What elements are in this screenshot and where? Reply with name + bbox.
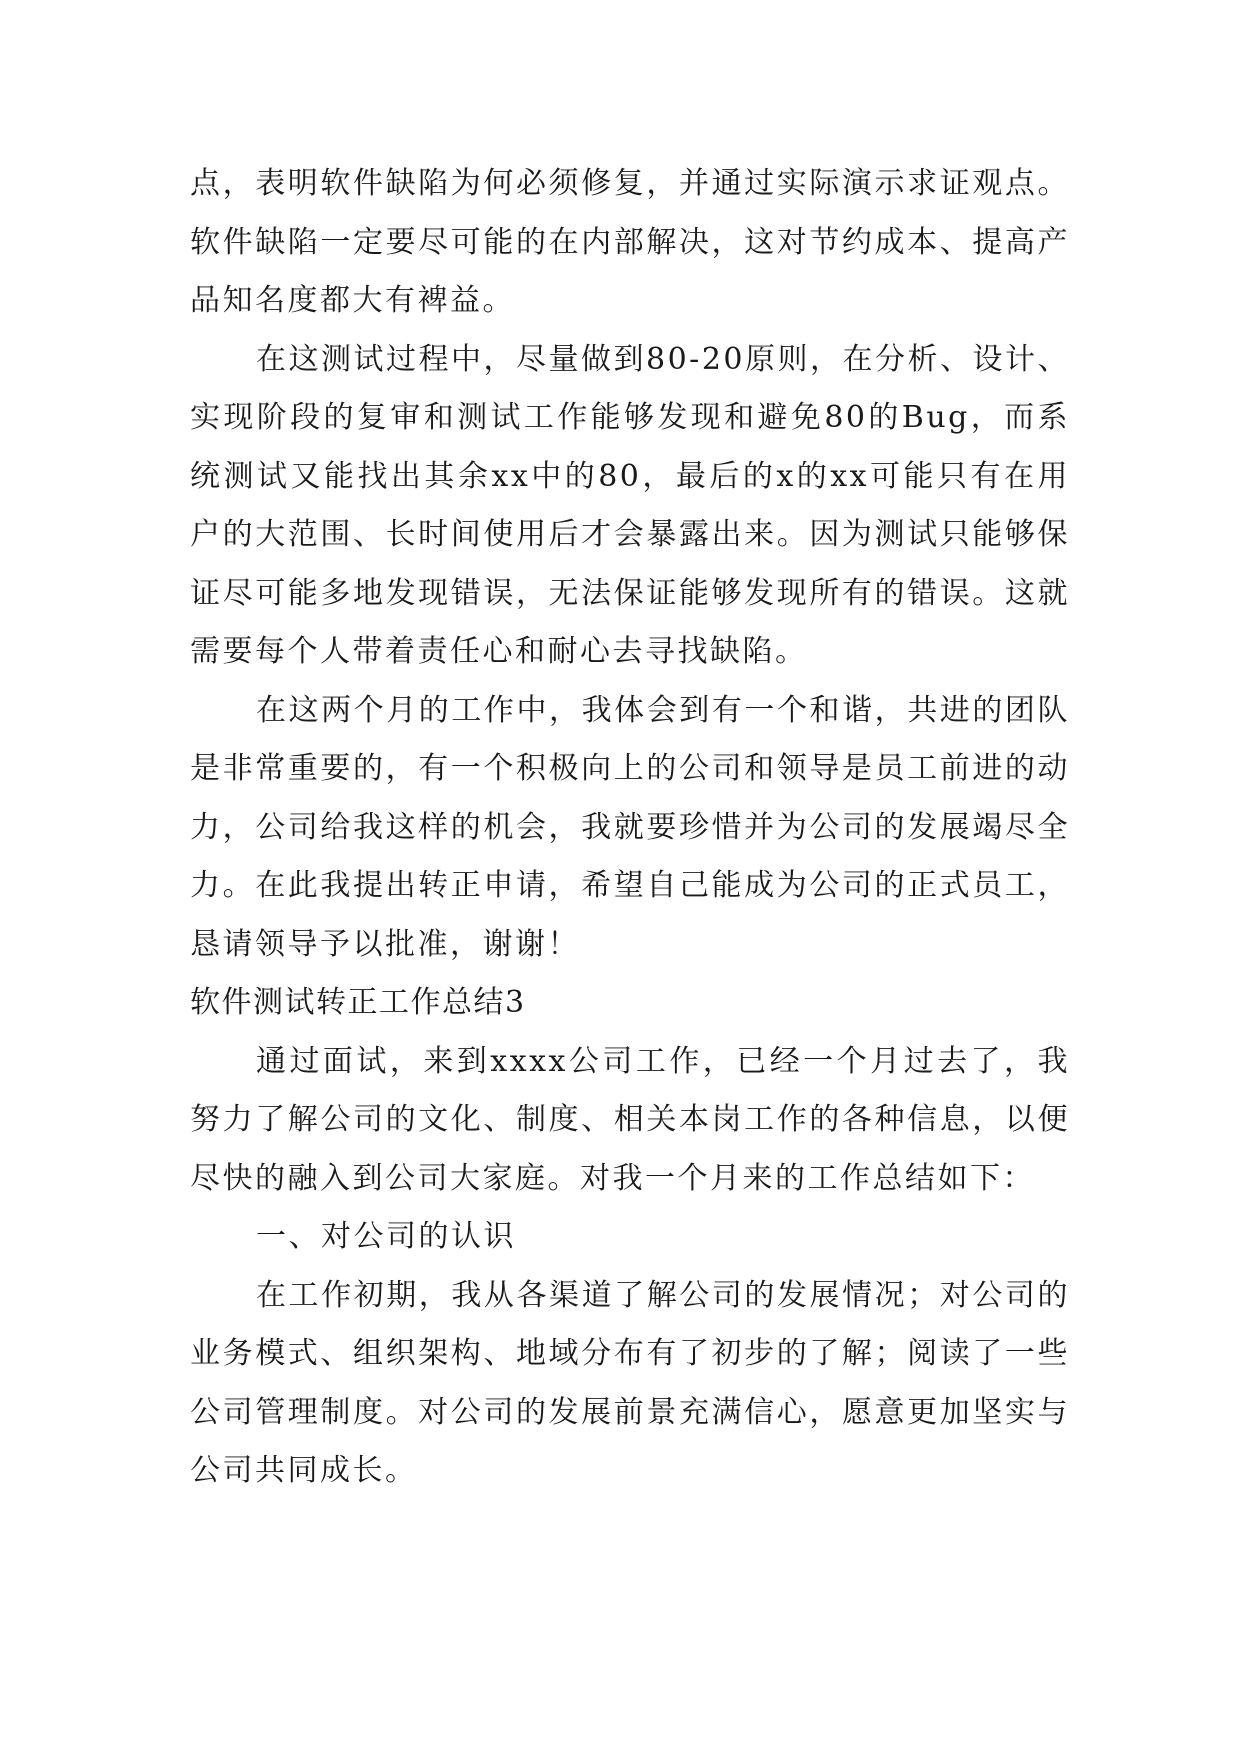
paragraph-team-and-application: 在这两个月的工作中，我体会到有一个和谐，共进的团队是非常重要的，有一个积极向上的公司和领导是员工前进的动力，公司给我这样的机会，我就要珍惜并为公司的发展竭尽全力。在此我提出转正申请，希望自己能成为公司的正式员工，恳请领导予以批准，谢谢！: [190, 692, 1070, 962]
document-body: [190, 155, 1070, 1501]
paragraph-one-month-intro: 通过面试，来到xxxx公司工作，已经一个月过去了，我努力了解公司的文化、制度、相关本岗工作的各种信息，以便尽快的融入到公司大家庭。对我一个月来的工作总结如下：: [190, 1043, 1070, 1196]
subheading-company-understanding: 一、对公司的认识: [256, 1219, 516, 1254]
paragraph-defect-fixing: 点，表明软件缺陷为何必须修复，并通过实际演示求证观点。软件缺陷一定要尽可能的在内部解决，这对节约成本、提高产品知名度都大有裨益。: [190, 166, 1070, 318]
section-title: 软件测试转正工作总结3: [190, 985, 526, 1020]
paragraph-early-work: 在工作初期，我从各渠道了解公司的发展情况；对公司的业务模式、组织架构、地域分布有了初步的了解；阅读了一些公司管理制度。对公司的发展前景充满信心，愿意更加坚实与公司共同成长。: [190, 1277, 1070, 1488]
paragraph-80-20-principle: 在这测试过程中，尽量做到80-20原则，在分析、设计、实现阶段的复审和测试工作能够发现和避免80的Bug，而系统测试又能找出其余xx中的80，最后的x的xx可能只有在用户的大范围、长时间使用后才会暴露出来。因为测试只能够保证尽可能多地发现错误，无法保证能够发现所有的错误。这就需要每个人带着责任心和耐心去寻找缺陷。: [190, 341, 1070, 669]
